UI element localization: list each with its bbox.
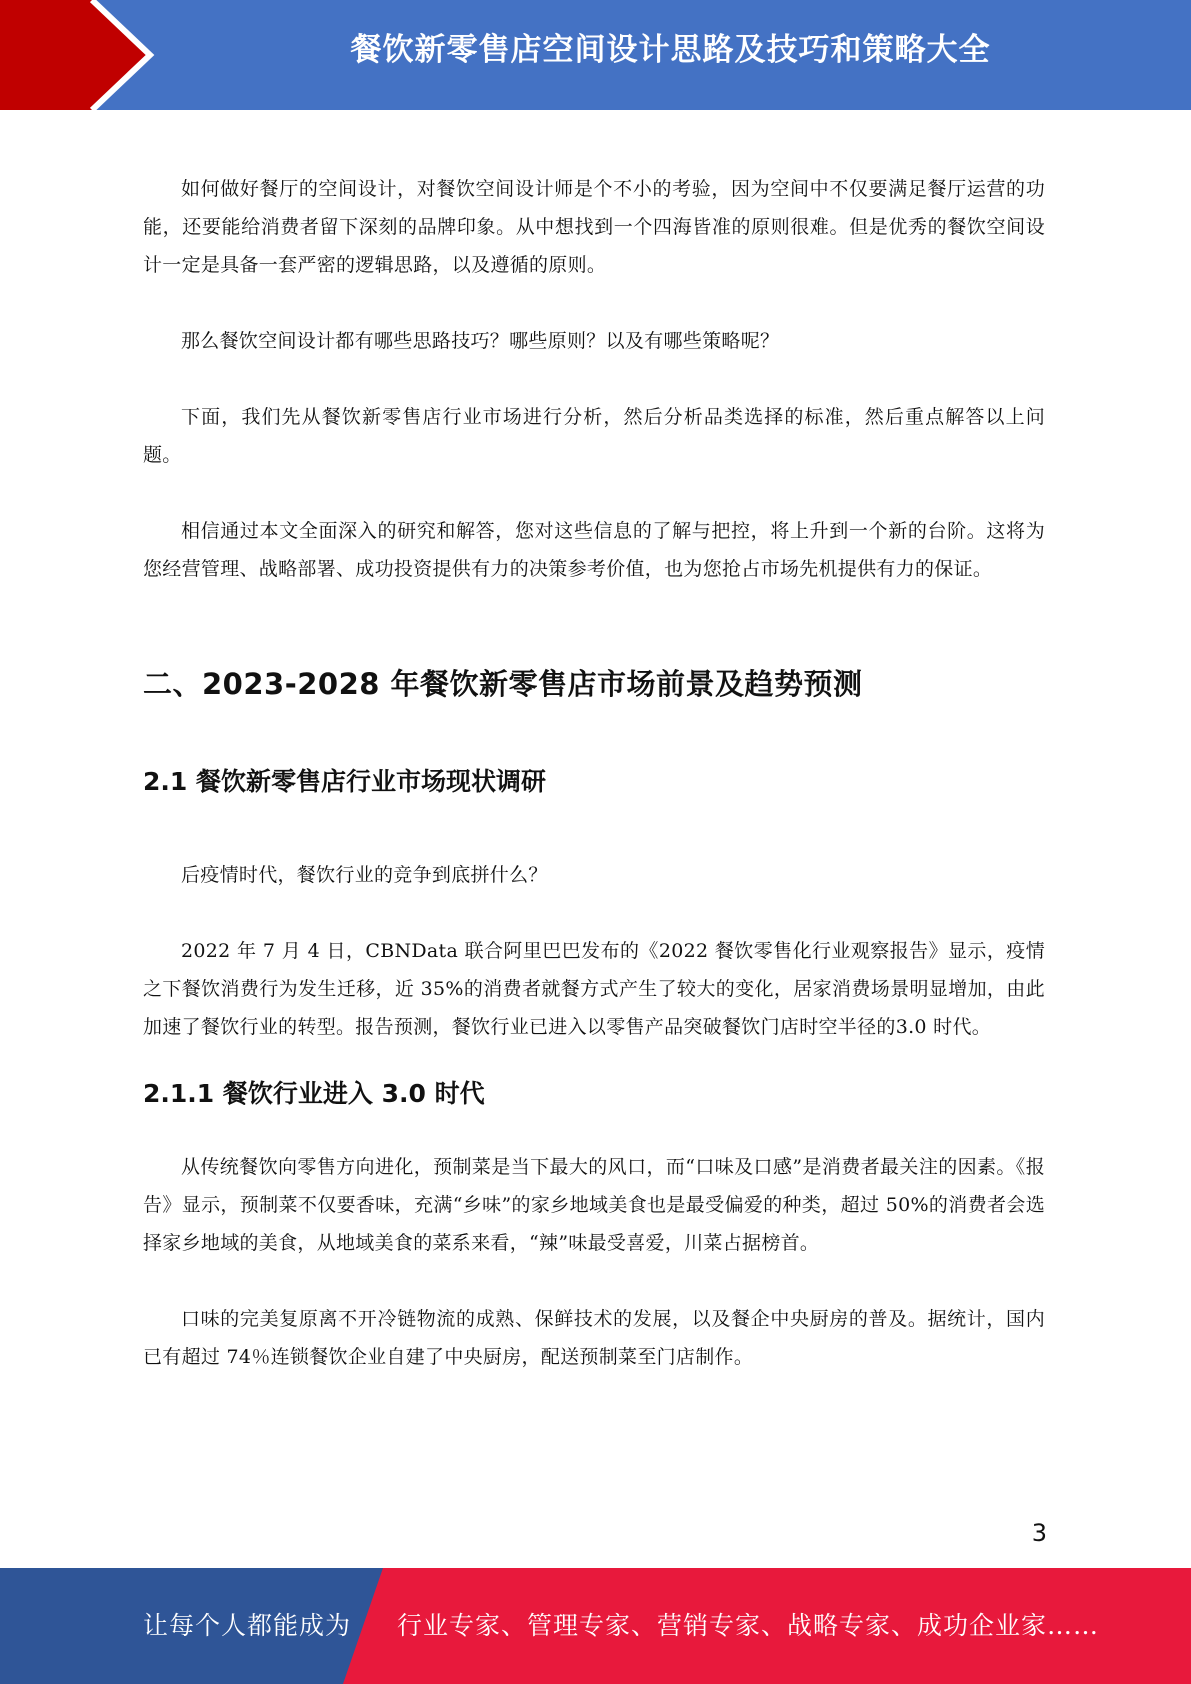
section-2-1-1-paragraph-1: 从传统餐饮向零售方向进化，预制菜是当下最大的风口，而“口味及口感”是消费者最关注的因素。《报告》显示，预制菜不仅要香味，充满“乡味”的家乡地域美食也是最受偏爱的种类，超过 50%的消费者会选择家乡地域的美食，从地域美食的菜系来看，“辣”味最受喜爱，川菜占据榜首。 xyxy=(143,1156,1045,1254)
page-footer xyxy=(0,1568,1191,1684)
page-number: 3 xyxy=(1031,1519,1047,1547)
section-2-1-paragraph-1: 后疫情时代，餐饮行业的竞争到底拼什么？ xyxy=(181,864,548,886)
intro-paragraph-1: 如何做好餐厅的空间设计，对餐饮空间设计师是个不小的考验，因为空间中不仅要满足餐厅运营的功能，还要能给消费者留下深刻的品牌印象。从中想找到一个四海皆准的原则很难。但是优秀的餐饮空间设计一定是具备一套严密的逻辑思路，以及遵循的原则。 xyxy=(143,178,1045,276)
intro-paragraph-2: 那么餐饮空间设计都有哪些思路技巧？哪些原则？以及有哪些策略呢？ xyxy=(181,330,780,352)
footer-slogan-right: 行业专家、管理专家、营销专家、战略专家、成功企业家…… xyxy=(397,1611,1100,1640)
section-2-heading: 二、2023-2028 年餐饮新零售店市场前景及趋势预测 xyxy=(143,667,863,701)
main-content xyxy=(143,170,1045,1376)
document-title: 餐饮新零售店空间设计思路及技巧和策略大全 xyxy=(350,32,991,68)
section-2-1-1-heading: 2.1.1 餐饮行业进入 3.0 时代 xyxy=(143,1079,485,1108)
section-2-1-1-paragraph-2: 口味的完美复原离不开冷链物流的成熟、保鲜技术的发展，以及餐企中央厨房的普及。据统计，国内已有超过 74％连锁餐饮企业自建了中央厨房，配送预制菜至门店制作。 xyxy=(143,1308,1045,1368)
page-header xyxy=(0,0,1191,110)
section-2-1-heading: 2.1 餐饮新零售店行业市场现状调研 xyxy=(143,767,546,796)
section-2-1-paragraph-2: 2022 年 7 月 4 日，CBNData 联合阿里巴巴发布的《2022 餐饮零售化行业观察报告》显示，疫情之下餐饮消费行为发生迁移，近 35%的消费者就餐方式产生了较大的变化，居家消费场景明显增加，由此加速了餐饮行业的转型。报告预测，餐饮行业已进入以零售产品突破餐饮门店时空半径的3.0 时代。 xyxy=(143,940,1045,1038)
intro-paragraph-4: 相信通过本文全面深入的研究和解答，您对这些信息的了解与把控，将上升到一个新的台阶。这将为您经营管理、战略部署、成功投资提供有力的决策参考价值，也为您抢占市场先机提供有力的保证。 xyxy=(143,520,1045,580)
footer-slogan-left: 让每个人都能成为 xyxy=(143,1611,352,1640)
intro-paragraph-3: 下面，我们先从餐饮新零售店行业市场进行分析，然后分析品类选择的标准，然后重点解答以上问题。 xyxy=(143,406,1045,466)
